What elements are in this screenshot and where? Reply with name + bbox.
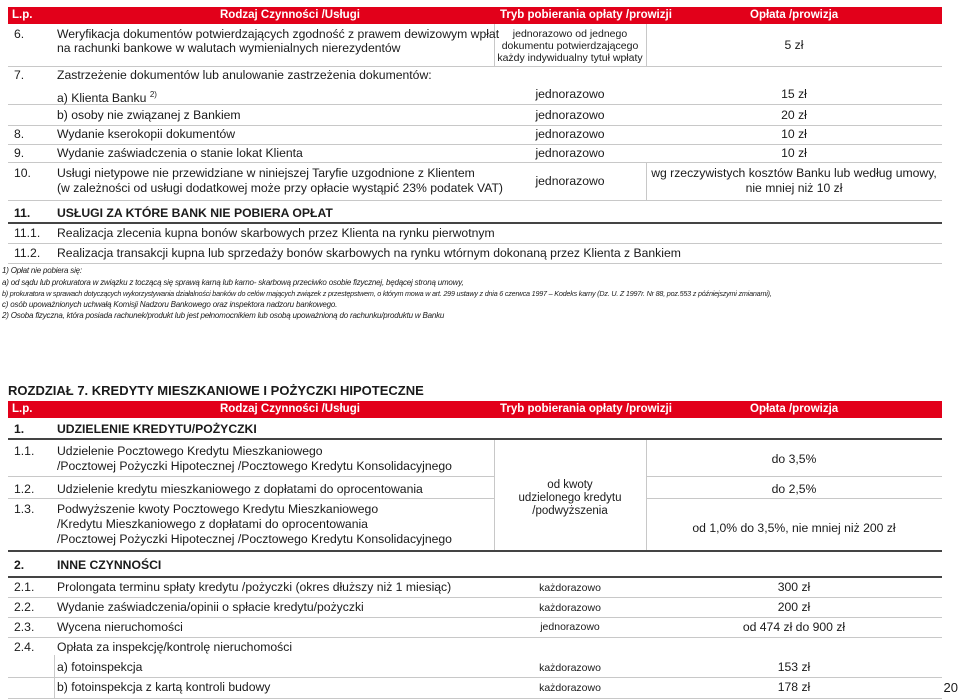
row-description: INNE CZYNNOŚCI bbox=[57, 558, 162, 572]
row-fee: 300 zł bbox=[777, 580, 811, 594]
row-fee: 5 zł bbox=[784, 38, 804, 52]
row-tryb: dokumentu potwierdzającego bbox=[501, 40, 639, 52]
row-tryb: jednorazowo bbox=[540, 621, 600, 633]
row-number: 9. bbox=[14, 146, 25, 160]
row-fee: 15 zł bbox=[781, 87, 807, 101]
footnote-ref: 2) bbox=[149, 90, 157, 99]
row-fee: 153 zł bbox=[777, 660, 811, 674]
row-tryb: każdorazowo bbox=[539, 662, 601, 674]
col-oplata: Opłata /prowizja bbox=[750, 9, 839, 21]
row-fee: 200 zł bbox=[777, 600, 811, 614]
page-number: 20 bbox=[943, 680, 958, 695]
col-tryb: Tryb pobierania opłaty /prowizji bbox=[500, 9, 672, 21]
row-description: USŁUGI ZA KTÓRE BANK NIE POBIERA OPŁAT bbox=[57, 206, 333, 220]
row-fee: nie mniej niż 10 zł bbox=[745, 181, 843, 195]
row-number: 1.1. bbox=[14, 444, 35, 458]
row-tryb: jednorazowo od jednego bbox=[512, 28, 628, 40]
row-tryb: jednorazowo bbox=[535, 108, 605, 122]
col-lp: L.p. bbox=[12, 403, 33, 415]
row-description: /Pocztowej Pożyczki Hipotecznej /Pocztowego Kredytu Konsolidacyjnego bbox=[57, 459, 452, 473]
footnote: 1) Opłat nie pobiera się: bbox=[2, 266, 82, 275]
row-description: Realizacja zlecenia kupna bonów skarbowych przez Klienta na rynku pierwotnym bbox=[57, 226, 495, 240]
row-number: 11.2. bbox=[14, 246, 41, 260]
row-description: Usługi nietypowe nie przewidziane w niniejszej Taryfie uzgodnione z Klientem bbox=[57, 166, 475, 180]
footnote: a) od sądu lub prokuratora w związku z toczącą się sprawą karną lub karno- skarbową przeciwko osobie fizycznej, będącej stroną umowy, bbox=[2, 278, 464, 287]
row-description: /Kredytu Mieszkaniowego z dopłatami do oprocentowania bbox=[57, 517, 368, 531]
row-tryb: każdorazowo bbox=[539, 682, 601, 694]
row-number: 10. bbox=[14, 166, 31, 180]
group-tryb: od kwoty bbox=[547, 479, 593, 491]
row-description: Podwyższenie kwoty Pocztowego Kredytu Mieszkaniowego bbox=[57, 502, 379, 516]
row-description: Wycena nieruchomości bbox=[57, 620, 183, 634]
row-fee: do 2,5% bbox=[771, 482, 817, 496]
footnote: b) prokuratora w sprawach dotyczących wykorzystywania działalności banków do celów mających związek z przestępstwem, o którym mowa w art. 299 ustawy z dnia 6 czerwca 1997 – Kodeks karny (Dz. U. Z 1997r. Nr 88, poz.553 z późniejszymi zmianami), bbox=[2, 289, 772, 298]
row-tryb: każdy indywidualny tytuł wpłaty bbox=[497, 52, 643, 64]
row-description: Realizacja transakcji kupna lub sprzedaży bonów skarbowych na rynku wtórnym dokonaną przez Klienta z Bankiem bbox=[57, 246, 681, 260]
row-description: b) fotoinspekcja z kartą kontroli budowy bbox=[57, 680, 271, 694]
footnote: c) osób upoważnionych uchwałą Komisji Nadzoru Bankowego oraz inspektora nadzoru bankowego. bbox=[2, 300, 338, 309]
row-number: 7. bbox=[14, 68, 25, 82]
row-tryb: każdorazowo bbox=[539, 602, 601, 614]
row-description: Wydanie zaświadczenia/opinii o spłacie kredytu/pożyczki bbox=[57, 600, 364, 614]
row-description: Wydanie zaświadczenia o stanie lokat Klienta bbox=[57, 146, 303, 160]
row-fee: do 3,5% bbox=[771, 452, 817, 466]
row-number: 11. bbox=[14, 206, 31, 220]
row-fee: 20 zł bbox=[781, 108, 807, 122]
group-tryb: /podwyższenia bbox=[532, 505, 608, 517]
row-fee: wg rzeczywistych kosztów Banku lub według umowy, bbox=[651, 166, 937, 180]
row-tryb: jednorazowo bbox=[535, 87, 605, 101]
row-description: Prolongata terminu spłaty kredytu /pożyczki (okres dłuższy niż 1 miesiąc) bbox=[57, 580, 452, 594]
fee-divider bbox=[646, 476, 942, 477]
col-rodzaj: Rodzaj Czynności /Usługi bbox=[220, 403, 360, 415]
row-fee: 178 zł bbox=[777, 680, 811, 694]
row-number: 2.1. bbox=[14, 580, 35, 594]
row-description: UDZIELENIE KREDYTU/POŻYCZKI bbox=[57, 422, 257, 436]
col-lp: L.p. bbox=[12, 9, 33, 21]
section-title: ROZDZIAŁ 7. KREDYTY MIESZKANIOWE I POŻYCZKI HIPOTECZNE bbox=[8, 383, 424, 398]
row-number: 2.3. bbox=[14, 620, 35, 634]
row-number: 2.2. bbox=[14, 600, 35, 614]
row-number: 6. bbox=[14, 27, 25, 41]
row-description: Opłata za inspekcję/kontrolę nieruchomości bbox=[57, 640, 293, 654]
table-header bbox=[8, 7, 942, 24]
row-fee: od 1,0% do 3,5%, nie mniej niż 200 zł bbox=[692, 521, 896, 535]
row-fee: od 474 zł do 900 zł bbox=[742, 620, 846, 634]
row-description: Udzielenie kredytu mieszkaniowego z dopłatami do oprocentowania bbox=[57, 482, 423, 496]
table-header bbox=[8, 401, 942, 418]
fee-divider bbox=[646, 498, 942, 499]
row-fee: 10 zł bbox=[781, 146, 807, 160]
row-description: (w zależności od usługi dodatkowej może przy opłacie wystąpić 23% podatek VAT) bbox=[57, 181, 503, 195]
row-tryb: każdorazowo bbox=[539, 582, 601, 594]
col-tryb: Tryb pobierania opłaty /prowizji bbox=[500, 403, 672, 415]
row-number: 1. bbox=[14, 422, 25, 436]
row-fee: 10 zł bbox=[781, 127, 807, 141]
row-number: 1.3. bbox=[14, 502, 35, 516]
row-number: 8. bbox=[14, 127, 25, 141]
row-number: 2. bbox=[14, 558, 25, 572]
row-description: na rachunki bankowe w walutach wymienialnych nierezydentów bbox=[57, 41, 401, 55]
row-number: 11.1. bbox=[14, 226, 41, 240]
row-number: 2.4. bbox=[14, 640, 35, 654]
row-description: Wydanie kserokopii dokumentów bbox=[57, 127, 236, 141]
group-tryb: udzielonego kredytu bbox=[518, 492, 622, 504]
row-tryb: jednorazowo bbox=[535, 174, 605, 188]
row-description: Zastrzeżenie dokumentów lub anulowanie zastrzeżenia dokumentów: bbox=[57, 68, 432, 82]
row-description: /Pocztowej Pożyczki Hipotecznej /Pocztowego Kredytu Konsolidacyjnego bbox=[57, 532, 452, 546]
footnote: 2) Osoba fizyczna, która posiada rachunek/produkt lub jest pełnomocnikiem lub osobą upoważnioną do rachunku/produktu w Banku bbox=[2, 311, 445, 320]
row-description: Udzielenie Pocztowego Kredytu Mieszkaniowego bbox=[57, 444, 323, 458]
row-description: b) osoby nie związanej z Bankiem bbox=[57, 108, 241, 122]
col-oplata: Opłata /prowizja bbox=[750, 403, 839, 415]
row-description: a) fotoinspekcja bbox=[57, 660, 143, 674]
row-tryb: jednorazowo bbox=[535, 146, 605, 160]
row-tryb: jednorazowo bbox=[535, 127, 605, 141]
row-number: 1.2. bbox=[14, 482, 35, 496]
row-description-text: a) Klienta Banku bbox=[57, 91, 147, 106]
row-description: Weryfikacja dokumentów potwierdzających zgodność z prawem dewizowym wpłat bbox=[57, 27, 500, 41]
col-rodzaj: Rodzaj Czynności /Usługi bbox=[220, 9, 360, 21]
